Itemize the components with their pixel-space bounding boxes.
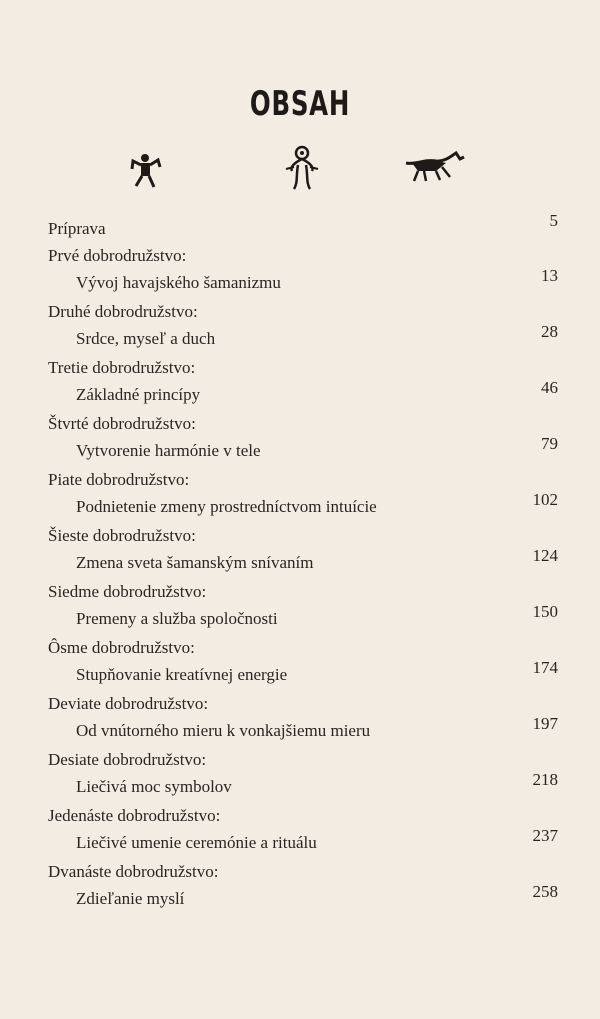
running-animal-icon xyxy=(402,149,466,183)
toc-subtitle: Liečivé umenie ceremónie a rituálu xyxy=(76,833,317,852)
toc-chapter: Prvé dobrodružstvo: xyxy=(48,246,187,265)
toc-chapter: Druhé dobrodružstvo: xyxy=(48,302,198,321)
toc-chapter: Jedenáste dobrodružstvo: xyxy=(48,806,221,825)
toc-chapter: Štvrté dobrodružstvo: xyxy=(48,414,196,433)
toc-chapter: Deviate dobrodružstvo: xyxy=(48,694,209,713)
toc-chapter: Piate dobrodružstvo: xyxy=(48,470,190,489)
toc-subtitle: Od vnútorného mieru k vonkajšiemu mieru xyxy=(76,721,371,740)
toc-subtitle: Liečivá moc symbolov xyxy=(76,777,232,796)
toc-chapter: Siedme dobrodružstvo: xyxy=(48,582,207,601)
toc-page-number: 28 xyxy=(541,322,558,341)
toc-subtitle: Zmena sveta šamanským snívaním xyxy=(76,553,314,572)
decorative-icons xyxy=(0,145,600,195)
toc-subtitle: Základné princípy xyxy=(76,385,201,404)
toc-page-number: 150 xyxy=(532,602,558,621)
table-of-contents xyxy=(0,208,600,928)
toc-page-number: 197 xyxy=(532,714,558,733)
toc-page-number: 13 xyxy=(541,266,558,285)
toc-chapter: Dvanáste dobrodružstvo: xyxy=(48,862,219,881)
toc-page-number: 46 xyxy=(541,378,558,397)
toc-subtitle: Stupňovanie kreatívnej energie xyxy=(76,665,288,684)
toc-chapter: Ôsme dobrodružstvo: xyxy=(48,638,195,657)
toc-subtitle: Zdieľanie myslí xyxy=(76,889,185,908)
toc-chapter: Desiate dobrodružstvo: xyxy=(48,750,207,769)
toc-subtitle: Vytvorenie harmónie v tele xyxy=(76,441,261,460)
toc-page-number: 218 xyxy=(532,770,558,789)
spiral-figure-icon xyxy=(284,145,320,191)
page-title: OBSAH xyxy=(249,84,351,124)
toc-page-number: 258 xyxy=(532,882,558,901)
toc-chapter: Šieste dobrodružstvo: xyxy=(48,526,196,545)
toc-page-number: 79 xyxy=(541,434,558,453)
toc-chapter: Príprava xyxy=(48,219,106,238)
toc-page-number: 174 xyxy=(532,658,558,677)
dancing-figure-icon xyxy=(130,153,162,189)
toc-subtitle: Vývoj havajského šamanizmu xyxy=(76,273,281,292)
toc-subtitle: Premeny a služba spoločnosti xyxy=(76,609,278,628)
toc-page-number: 102 xyxy=(532,490,558,509)
toc-subtitle: Srdce, myseľ a duch xyxy=(76,329,216,348)
toc-subtitle: Podnietenie zmeny prostredníctvom intuície xyxy=(76,497,377,516)
toc-page-number: 5 xyxy=(549,211,558,230)
toc-page-number: 237 xyxy=(532,826,558,845)
toc-chapter: Tretie dobrodružstvo: xyxy=(48,358,196,377)
toc-page-number: 124 xyxy=(532,546,558,565)
